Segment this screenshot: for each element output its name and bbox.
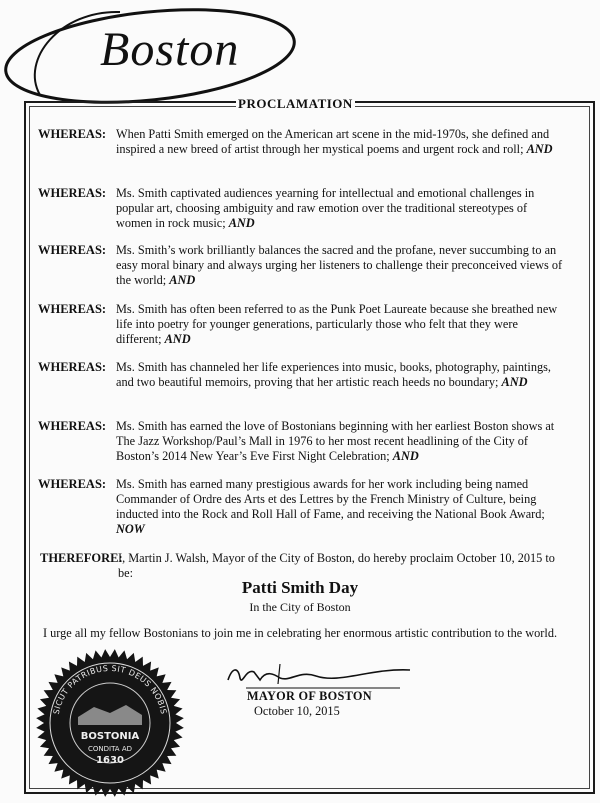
- clause-text: Ms. Smith has earned many prestigious awards for her work including being named Commander of Ordre des Arts et des Lettres by the French Ministry of Culture, being inducted into the Rock and Roll Hall of Fame, and receiving the National Book Award; NOW: [116, 477, 545, 536]
- therefore-label: THEREFORE:: [40, 551, 123, 565]
- seal-outer-text: SICUT PATRIBUS SIT DEUS NOBIS: [51, 663, 169, 716]
- therefore-text: I, Martin J. Walsh, Mayor of the City of Boston, do hereby proclaim October 10, 2015 to be:: [118, 551, 555, 580]
- proclamation-urge: I urge all my fellow Bostonians to join me in celebrating her enormous artistic contribution to the world.: [42, 626, 558, 640]
- city-seal: [30, 643, 190, 803]
- clause-text: When Patti Smith emerged on the American art scene in the mid-1970s, she defined and inspired a new breed of artist through her mystical poems and urgent rock and roll; AND: [116, 127, 553, 156]
- proclamation-day-title: Patti Smith Day: [241, 578, 359, 597]
- signature-date: October 10, 2015: [254, 704, 340, 718]
- mayor-title: MAYOR OF BOSTON: [247, 689, 372, 703]
- clause-label: WHEREAS:: [38, 127, 107, 141]
- clause-label: WHEREAS:: [38, 477, 107, 491]
- clause-label: WHEREAS:: [38, 419, 107, 433]
- clause-text: Ms. Smith captivated audiences yearning for intellectual and emotional challenges in popular art, choosing ambiguity and raw emotion over the traditional stereotypes of women in rock music; AND: [116, 186, 535, 230]
- page-title: PROCLAMATION: [238, 96, 353, 111]
- seal-year: 1630: [96, 755, 124, 766]
- clause-text: Ms. Smith’s work brilliantly balances the sacred and the profane, never succumbing to an easy moral binary and always urging her listeners to challenge their preconceived views of the world; AND: [116, 243, 563, 287]
- clause-label: WHEREAS:: [38, 186, 107, 200]
- clause-text: Ms. Smith has earned the love of Bostonians beginning with her earliest Boston shows at The Jazz Workshop/Paul’s Mall in 1976 to her most recent headlining of the City of Boston’s 2014 New Year’s Eve First Night Celebration; AND: [116, 419, 555, 463]
- clause-label: WHEREAS:: [38, 302, 107, 316]
- clause-label: WHEREAS:: [38, 243, 107, 257]
- seal-motto: CONDITA AD: [87, 745, 133, 753]
- clause-text: Ms. Smith has channeled her life experiences into music, books, photography, paintings, and two beautiful memoirs, proving that her artistic reach heeds no boundary; AND: [116, 360, 551, 389]
- clause-text: Ms. Smith has often been referred to as the Punk Poet Laureate because she breathed new life into poetry for younger generations, particularly those who felt that they were different; AND: [116, 302, 558, 346]
- clause-label: WHEREAS:: [38, 360, 107, 374]
- boston-logo: Boston: [96, 26, 243, 74]
- proclamation-subtitle: In the City of Boston: [249, 600, 351, 614]
- seal-name: BOSTONIA: [80, 731, 140, 742]
